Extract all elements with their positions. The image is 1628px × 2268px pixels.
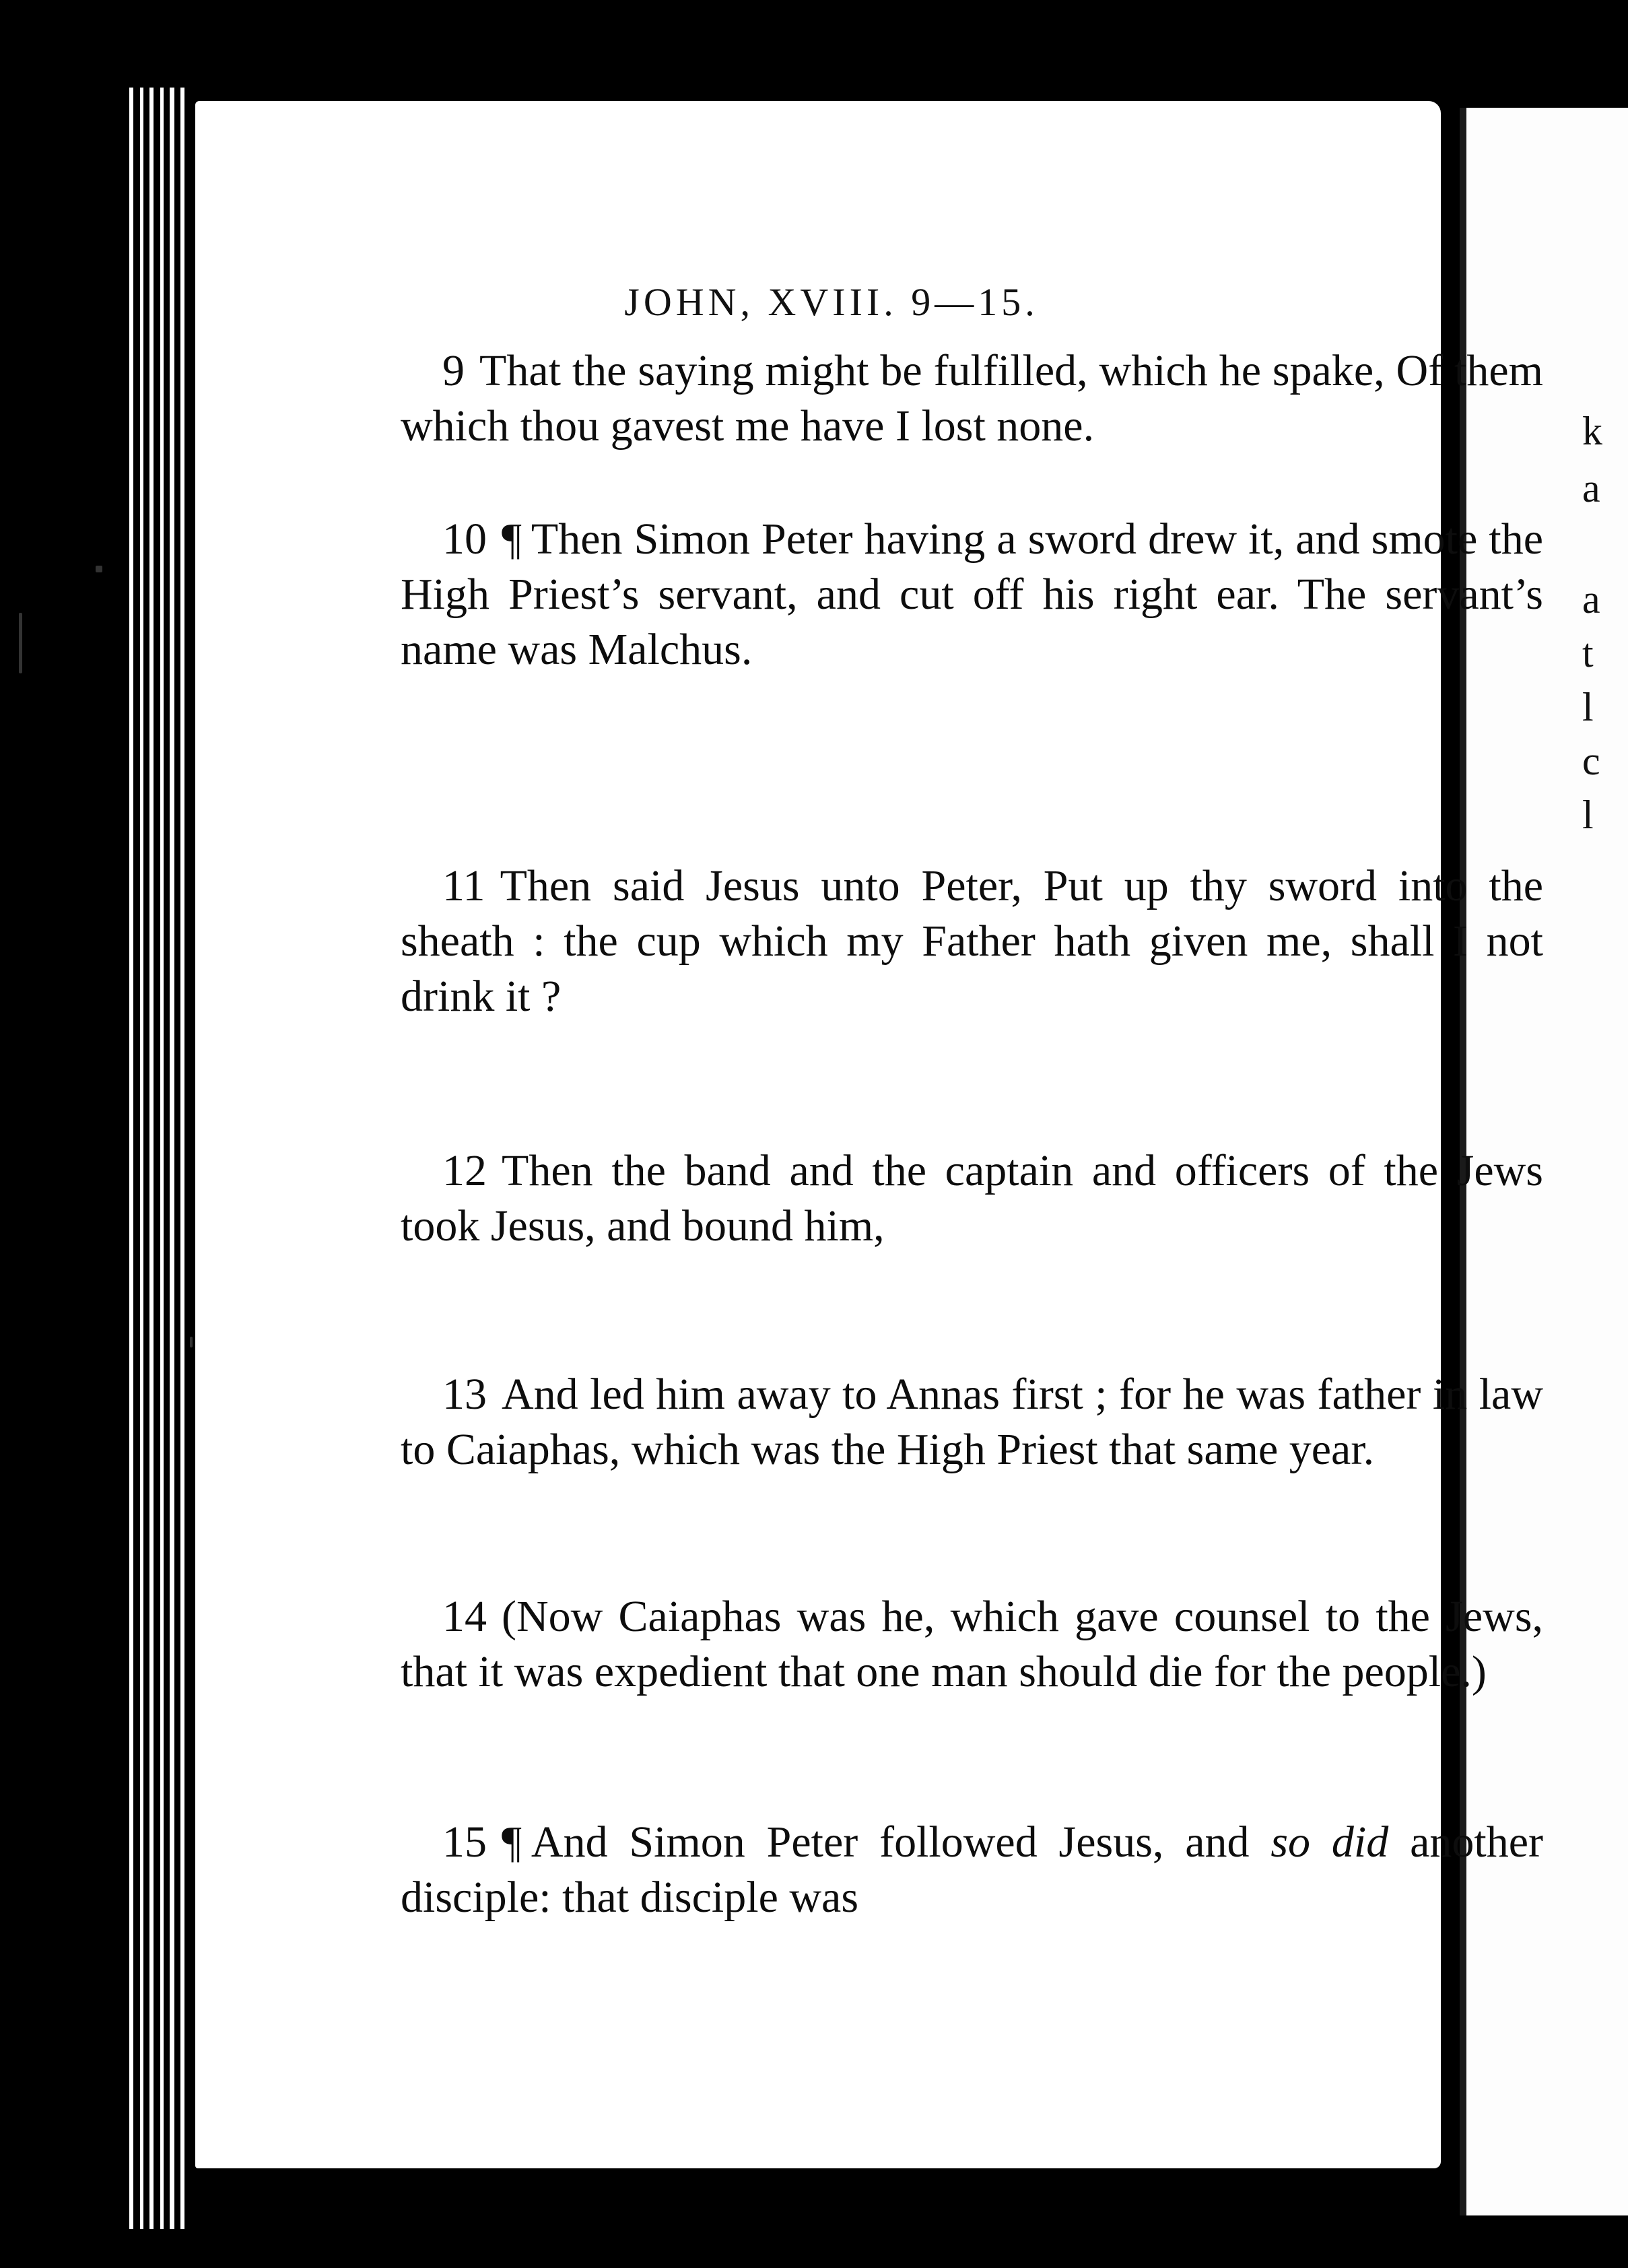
scan-speck (190, 1337, 193, 1347)
verse-number: 15 (442, 1817, 487, 1867)
verse (401, 512, 1543, 677)
facing-page-fragment: t (1582, 631, 1594, 675)
verse (401, 343, 1543, 454)
facing-page-fragment: c (1582, 739, 1600, 783)
verse-text: Then said Jesus unto Peter, Put up thy sword into the sheath : the cup which my Father hath given me, shall I not drink it ? (401, 861, 1543, 1021)
verse-text: That the saying might be fulfilled, which he spake, Of them which thou gavest me have I lost none. (401, 346, 1543, 451)
book-page (195, 101, 1543, 2168)
facing-page-fragment: a (1582, 577, 1600, 622)
verse (401, 859, 1543, 1024)
pilcrow-mark: ¶ (502, 514, 522, 564)
verse-text: And led him away to Annas first ; for he was father in law to Caiaphas, which was the High Priest that same year. (401, 1370, 1543, 1474)
facing-page-fragment: l (1582, 685, 1594, 729)
facing-page-fragment: l (1582, 793, 1594, 837)
pilcrow-mark: ¶ (502, 1817, 522, 1867)
verse-number: 10 (442, 514, 487, 564)
verse-text: Then Simon Peter having a sword drew it, and smote the High Priest’s servant, and cut off his right ear. The servant’s name was Malchus. (401, 514, 1543, 674)
verse-text-continued: another disciple: that disciple was (401, 1817, 1543, 1922)
verse-text: (Now Caiaphas was he, which gave counsel to the Jews, that it was expedient that one man should die for the people.) (401, 1592, 1543, 1696)
verse (401, 1367, 1543, 1477)
page-edge (140, 88, 143, 2229)
facing-page-fragment: k (1582, 409, 1602, 453)
verse (401, 1143, 1543, 1254)
page-edge (180, 88, 184, 2229)
italic-phrase: so did (1270, 1817, 1389, 1867)
verse-number: 11 (442, 861, 485, 910)
running-header (195, 279, 1441, 325)
scan-speck (96, 566, 102, 572)
verse-text: And Simon Peter followed Jesus, and (531, 1817, 1250, 1867)
page-edge (129, 88, 133, 2229)
verse-number: 9 (442, 346, 465, 395)
verse-number: 12 (442, 1146, 487, 1195)
facing-page-fragment: a (1582, 466, 1600, 510)
page-edge (170, 88, 174, 2229)
page-title: JOHN, XVIII. 9—15. (624, 280, 1039, 324)
verse (401, 1589, 1543, 1700)
verse (401, 1815, 1543, 1925)
verse-text: Then the band and the captain and officers of the Jews took Jesus, and bound him, (401, 1146, 1543, 1250)
page-edge (149, 88, 154, 2229)
page-edge (160, 88, 164, 2229)
verse-number: 13 (442, 1370, 487, 1419)
verse-number: 14 (442, 1592, 487, 1641)
scan-speck (19, 613, 22, 673)
